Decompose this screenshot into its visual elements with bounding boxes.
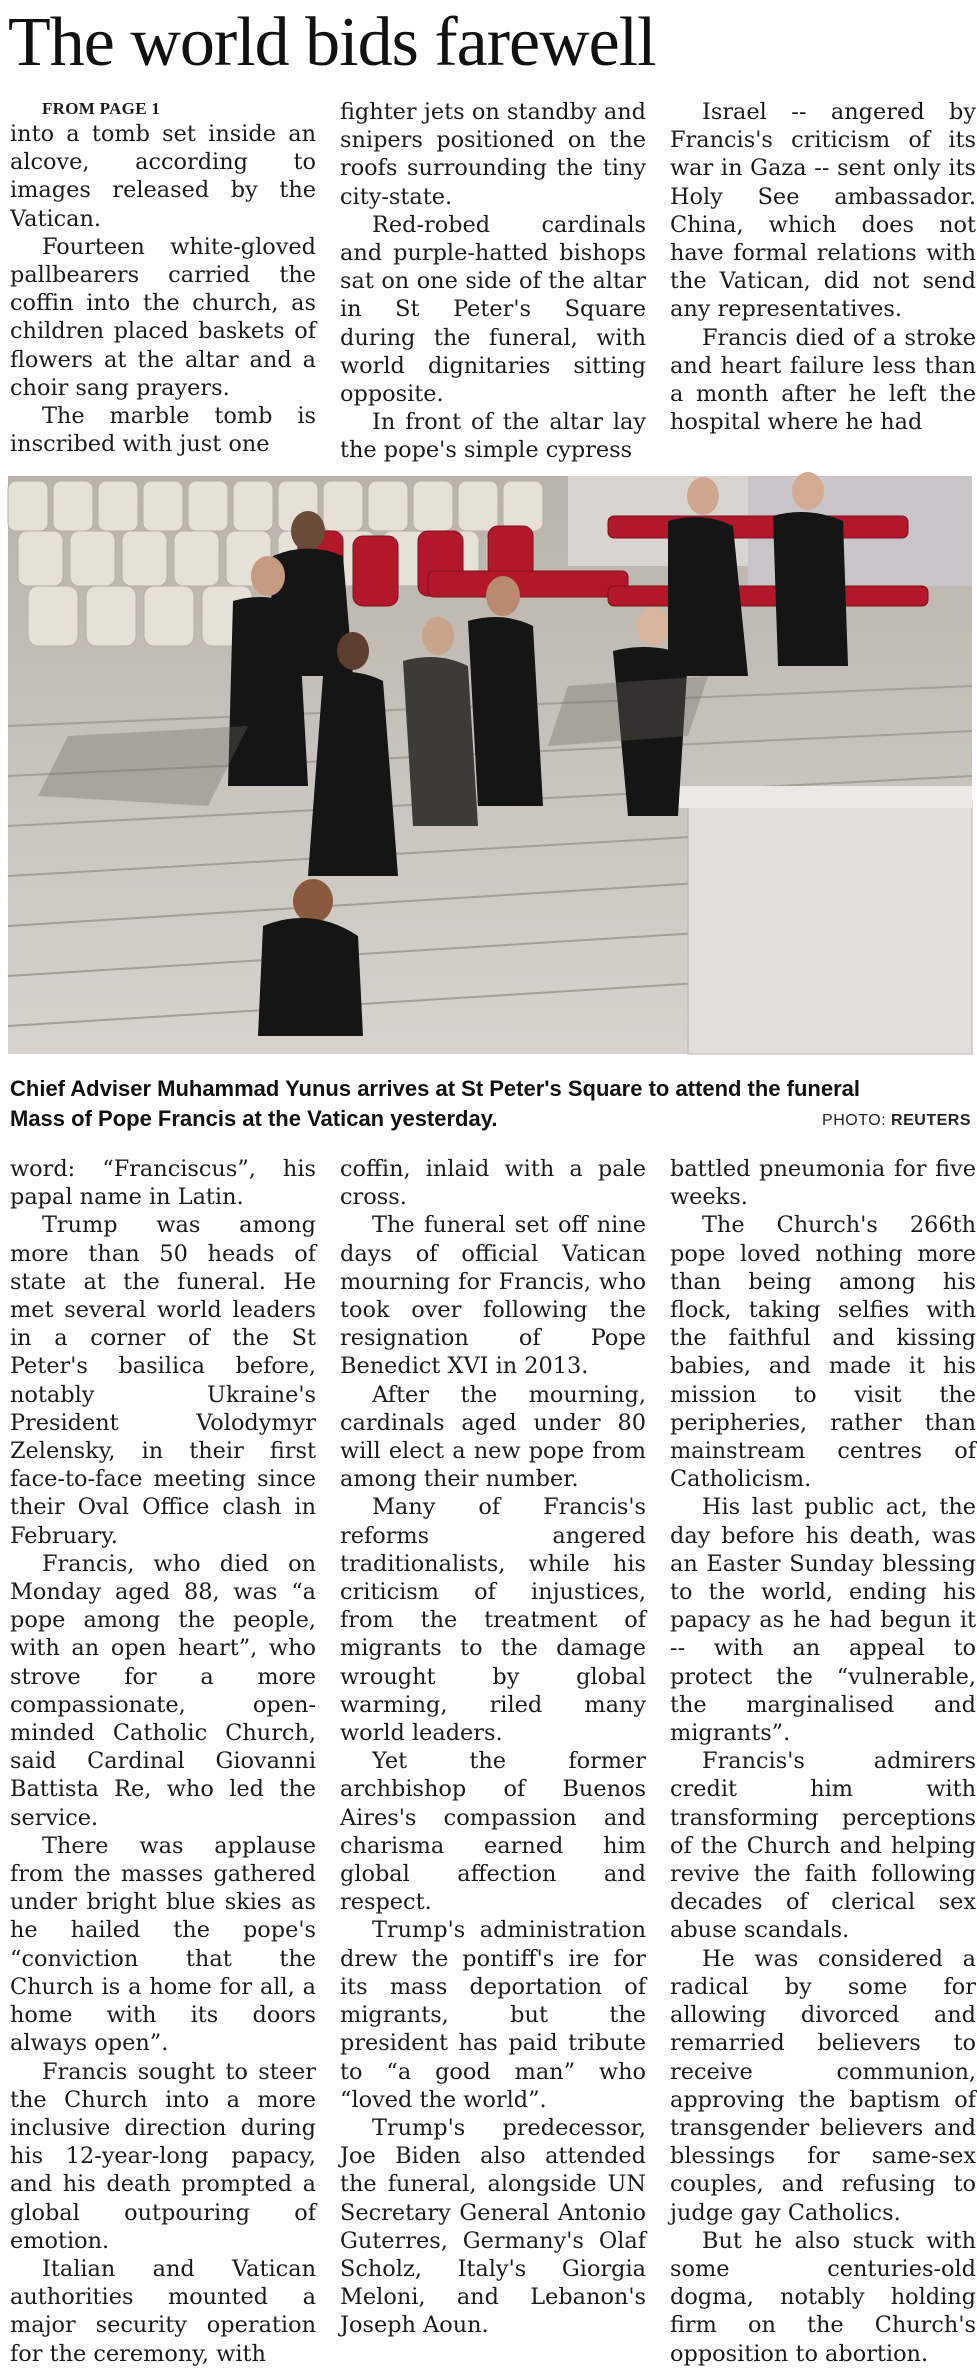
photo-credit-prefix: PHOTO: — [822, 1112, 887, 1129]
paragraph: After the mourning, cardinals aged under 80 will elect a new pope from among their number. — [340, 1381, 646, 1493]
article-column-2 — [340, 98, 646, 464]
paragraph: Many of Francis's reforms angered traditionalists, while his criticism of injustices, from the treatment of migrants to the damage wrought by global warming, riled many world leaders. — [340, 1494, 646, 1747]
photo-credit — [822, 1112, 971, 1130]
paragraph: There was applause from the masses gathered under bright blue skies as he hailed the pope's “conviction that the Church is a home for all, a home with its doors always open”. — [10, 1832, 316, 2057]
paragraph: Francis died of a stroke and heart failure less than a month after he left the hospital where he had — [670, 324, 976, 436]
paragraph: The marble tomb is inscribed with just one — [10, 403, 316, 458]
paragraph: Francis's admirers credit him with transforming perceptions of the Church and helping revive the faith following decades of clerical sex abuse scandals. — [670, 1748, 976, 1944]
article-column-1 — [10, 98, 316, 458]
article-column-4 — [10, 1155, 316, 2367]
paragraph: Italian and Vatican authorities mounted a major security operation for the ceremony, with — [10, 2255, 316, 2367]
photo-credit-source: REUTERS — [891, 1112, 971, 1129]
paragraph: coffin, inlaid with a pale cross. — [340, 1156, 646, 1211]
paragraph: Trump was among more than 50 heads of state at the funeral. He met several world leaders in a corner of the St Peter's basilica before, notably Ukraine's President Volodymyr Zelensky, in their first face-to-face meeting since their Oval Office clash in February. — [10, 1212, 316, 1549]
paragraph: Yet the former archbishop of Buenos Aires's compassion and charisma earned him global affection and respect. — [340, 1748, 646, 1916]
paragraph: Red-robed cardinals and purple-hatted bishops sat on one side of the altar in St Peter's Square during the funeral, with world dignitaries sitting opposite. — [340, 211, 646, 408]
article-column-5 — [340, 1155, 646, 2339]
paragraph: Trump's administration drew the pontiff's ire for its mass deportation of migrants, but the president has paid tribute to “a good man” who “loved the world”. — [340, 1917, 646, 2113]
paragraph: But he also stuck with some centuries-old dogma, notably holding firm on the Church's opposition to abortion. — [670, 2227, 976, 2367]
paragraph: Trump's predecessor, Joe Biden also attended the funeral, alongside UN Secretary General Antonio Guterres, Germany's Olaf Scholz, Italy's Giorgia Meloni, and Lebanon's Joseph Aoun. — [340, 2114, 646, 2339]
headline: The world bids farewell — [8, 4, 656, 81]
paragraph: into a tomb set inside an alcove, according to images released by the Vatican. — [10, 121, 316, 232]
news-photo — [8, 476, 972, 1054]
paragraph: Francis, who died on Monday aged 88, was “a pope among the people, with an open heart”, who strove for a more compassionate, open-minded Catholic Church, said Cardinal Giovanni Battista Re, who led the service. — [10, 1550, 316, 1831]
photo-illustration — [8, 476, 972, 1054]
paragraph: The funeral set off nine days of official Vatican mourning for Francis, who took over following the resignation of Pope Benedict XVI in 2013. — [340, 1212, 646, 1380]
paragraph: In front of the altar lay the pope's simple cypress — [340, 409, 646, 464]
paragraph: He was considered a radical by some for allowing divorced and remarried believers to receive communion, approving the baptism of transgender believers and blessings for same-sex couples, and refusing to judge gay Catholics. — [670, 1945, 976, 2226]
article-column-3 — [670, 98, 976, 436]
paragraph: word: “Franciscus”, his papal name in Latin. — [10, 1156, 316, 1211]
paragraph: Fourteen white-gloved pallbearers carried the coffin into the church, as children placed baskets of flowers at the altar and a choir sang prayers. — [10, 233, 316, 401]
photo-caption: Chief Adviser Muhammad Yunus arrives at St Peter's Square to attend the funeral Mass of Pope Francis at the Vatican yesterday. — [10, 1076, 861, 1131]
article-column-6 — [670, 1155, 976, 2367]
paragraph: The Church's 266th pope loved nothing more than being among his flock, taking selfies with the faithful and kissing babies, and made it his mission to visit the peripheries, rather than mainstream centres of Catholicism. — [670, 1212, 976, 1493]
continued-from-kicker: FROM PAGE 1 — [42, 99, 161, 118]
paragraph: battled pneumonia for five weeks. — [670, 1156, 976, 1211]
paragraph: His last public act, the day before his death, was an Easter Sunday blessing to the world, ending his papacy as he had begun it -- with an appeal to protect the “vulnerable, the marginalised and migrants”. — [670, 1494, 976, 1747]
paragraph: Israel -- angered by Francis's criticism of its war in Gaza -- sent only its Holy See ambassador. China, which does not have formal relations with the Vatican, did not send any representatives. — [670, 99, 976, 323]
paragraph: fighter jets on standby and snipers positioned on the roofs surrounding the tiny city-state. — [340, 99, 646, 210]
paragraph: Francis sought to steer the Church into a more inclusive direction during his 12-year-long papacy, and his death prompted a global outpouring of emotion. — [10, 2058, 316, 2254]
